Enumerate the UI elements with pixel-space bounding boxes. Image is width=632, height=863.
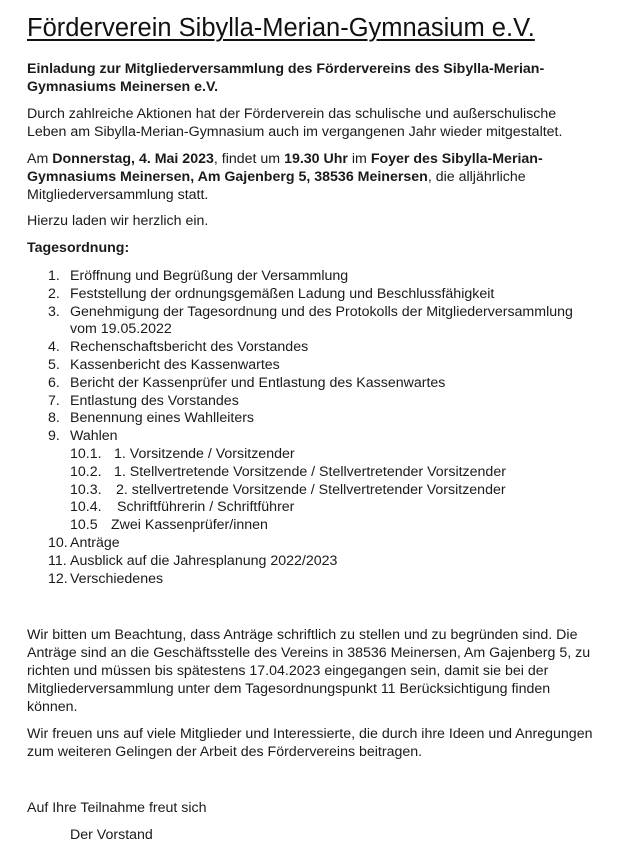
notice-line: Wir bitten um Beachtung, dass Anträge schriftlich zu stellen und zu begründen sind. Die: [27, 627, 578, 643]
agenda-item-text-continued: vom 19.05.2022: [70, 321, 172, 338]
agenda-subitem-text: 1. Stellvertretende Vorsitzende / Stellvertretender Vorsitzender: [114, 463, 506, 480]
invitation-heading-line: Gymnasiums Meinersen e.V.: [27, 79, 219, 95]
meeting-time: 19.30 Uhr: [284, 151, 348, 167]
agenda-item-number: 6.: [48, 374, 60, 391]
agenda-item-number: 1.: [48, 268, 60, 284]
notice-line: können.: [27, 699, 78, 715]
agenda-item-text: Benennung eines Wahlleiters: [70, 410, 255, 427]
agenda-item-number: 11.: [48, 552, 67, 569]
invitation-heading: [27, 60, 544, 96]
intro-line: Durch zahlreiche Aktionen hat der Förderverein das schulische und außerschulische: [27, 106, 557, 122]
meeting-place: Foyer des Sibylla-Merian-: [370, 151, 543, 167]
meeting-paragraph: [27, 150, 543, 204]
agenda-item-text: Eröffnung und Begrüßung der Versammlung: [70, 268, 349, 284]
agenda-item-number: 5.: [48, 357, 60, 373]
document-title: Förderverein Sibylla-Merian-Gymnasium e.V.: [27, 14, 535, 42]
closing-paragraph: [27, 725, 592, 761]
agenda-subitem-text: Schriftführerin / Schriftführer: [117, 499, 295, 516]
agenda-item-number: 4.: [48, 339, 60, 356]
meeting-date: Donnerstag, 4. Mai 2023: [52, 151, 214, 167]
agenda-subitem-text: 1. Vorsitzende / Vorsitzender: [114, 446, 295, 462]
agenda-item-text: Rechenschaftsbericht des Vorstandes: [70, 339, 309, 356]
signoff-text: Auf Ihre Teilnahme freut sich: [27, 800, 207, 816]
agenda-item-number: 8.: [48, 410, 60, 427]
agenda-item-text: Ausblick auf die Jahresplanung 2022/2023: [70, 552, 338, 569]
notice-line: richten und müssen bis spätestens 17.04.2023 eingegangen sein, damit sie bei der: [27, 663, 549, 679]
agenda-item-text: Entlastung des Vorstandes: [70, 392, 239, 409]
agenda-subitem-number: 10.2.: [70, 463, 102, 480]
notice-line: Anträge sind an die Geschäftsstelle des Vereins in 38536 Meinersen, Am Gajenberg 5, zu: [27, 645, 591, 661]
notice-line: Mitgliederversammlung unter dem Tagesordnungspunkt 11 Berücksichtigung finden: [27, 681, 551, 697]
meeting-place: Gymnasiums Meinersen, Am Gajenberg 5, 38536 Meinersen: [27, 169, 428, 185]
agenda-subitem-number: 10.3.: [70, 481, 102, 498]
agenda-item-text: Bericht der Kassenprüfer und Entlastung des Kassenwartes: [70, 374, 446, 391]
closing-line: zum weiteren Gelingen der Arbeit des Fördervereins beitragen.: [27, 744, 423, 760]
meeting-line-2: [27, 168, 543, 186]
meeting-line-3: Mitgliederversammlung statt.: [27, 187, 209, 203]
intro-line: Leben am Sibylla-Merian-Gymnasium auch im vergangenen Jahr wieder mitgestaltet.: [27, 124, 563, 140]
text-fragment: , die alljährliche: [427, 169, 526, 185]
agenda-item-text: Kassenbericht des Kassenwartes: [70, 357, 280, 373]
agenda-item-text: Anträge: [70, 535, 120, 551]
agenda-item-number: 12.: [48, 570, 68, 587]
closing-line: Wir freuen uns auf viele Mitglieder und Interessierte, die durch ihre Ideen und Anregungen: [27, 726, 593, 742]
meeting-line-1: [27, 150, 543, 168]
agenda-heading: Tagesordnung:: [27, 240, 130, 256]
agenda-subitem-text: 2. stellvertretende Vorsitzende / Stellvertretender Vorsitzender: [116, 481, 506, 498]
text-fragment: im: [347, 151, 371, 167]
agenda-item-number: 7.: [48, 392, 60, 409]
agenda-item-number: 9.: [48, 428, 60, 445]
agenda-item-text: Genehmigung der Tagesordnung und des Protokolls der Mitgliederversammlung: [70, 303, 573, 320]
agenda-item-number: 10.: [48, 535, 68, 551]
agenda-subitem-number: 10.5: [70, 517, 98, 534]
agenda-subitem-text: Zwei Kassenprüfer/innen: [111, 517, 268, 534]
agenda-item-text: Feststellung der ordnungsgemäßen Ladung und Beschlussfähigkeit: [70, 285, 495, 302]
notice-paragraph: [27, 626, 590, 716]
text-fragment: , findet um: [213, 151, 285, 167]
agenda-subitem-number: 10.4.: [70, 499, 102, 516]
intro-paragraph: [27, 105, 562, 141]
text-fragment: Am: [27, 151, 53, 167]
signature-text: Der Vorstand: [70, 827, 153, 843]
agenda-item-text: Verschiedenes: [70, 570, 164, 587]
agenda-subitem-number: 10.1.: [70, 446, 102, 462]
agenda-item-number: 3.: [48, 303, 60, 320]
invitation-line: Hierzu laden wir herzlich ein.: [27, 213, 209, 229]
agenda-item-number: 2.: [48, 285, 60, 302]
agenda-list: [0, 267, 632, 597]
agenda-item-text: Wahlen: [70, 428, 118, 445]
invitation-heading-line: Einladung zur Mitgliederversammlung des Fördervereins des Sibylla-Merian-: [27, 61, 545, 77]
